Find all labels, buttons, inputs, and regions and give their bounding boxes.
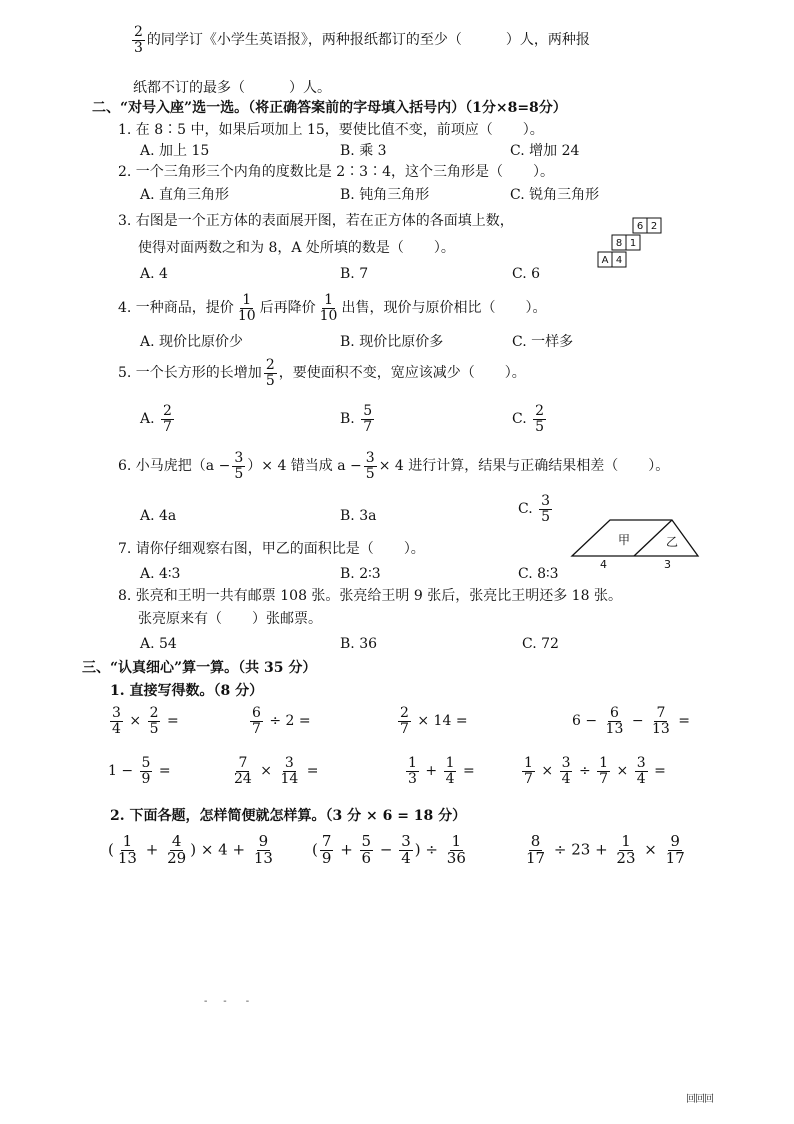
footer-mark: 回回回	[686, 1094, 713, 1105]
q3-option-c: C. 6	[512, 266, 541, 282]
q7-stem: 7. 请你仔细观察右图，甲乙的面积比是（ ）。	[118, 541, 425, 557]
q3-option-a: A. 4	[140, 266, 168, 282]
top-line-1: $\frac{2}{3}$ 的同学订《小学生英语报》，两种报纸都订的至少（ ）人，两种报	[134, 24, 590, 56]
length-label-4: 4	[600, 558, 607, 571]
q3-option-b: B. 7	[340, 266, 369, 282]
length-label-3: 3	[664, 558, 671, 571]
q8-option-a: A. 54	[140, 636, 177, 652]
q7-option-a: A. 4∶3	[140, 566, 181, 582]
calc-expr: ( $\frac{1}{13}$ + $\frac{4}{29}$ ) × 4 + $\frac{9}{13}$	[108, 832, 273, 867]
q6-option-a: A. 4a	[140, 508, 177, 524]
net-cell-6: 4	[615, 255, 623, 266]
q5-option-a: A. $\frac{2}{7}$	[140, 403, 172, 435]
net-cell-1: 6	[636, 221, 644, 232]
label-jia: 甲	[618, 533, 631, 547]
trapezoid-figure	[566, 500, 706, 572]
q2-option-c: C. 锐角三角形	[510, 187, 600, 203]
q6-stem: 6. 小马虎把（a − $\frac{3}{5}$ ）× 4 错当成 a − $\frac{3}{5}$ × 4 进行计算，结果与正确结果相差（ ）。	[118, 450, 670, 482]
q4-option-a: A. 现价比原价少	[140, 334, 244, 350]
calc-expr: $\frac{8}{17}$ ÷ 23 + $\frac{1}{23}$ × $\frac{9}{17}$	[526, 832, 685, 867]
q4-stem: 4. 一种商品，提价 $\frac{1}{10}$ 后再降价 $\frac{1}{10}$ 出售，现价与原价相比（ ）。	[118, 292, 547, 324]
q5-option-c: C. $\frac{2}{5}$	[512, 403, 545, 435]
q3-stem-2: 使得对面两数之和为 8，A 处所填的数是（ ）。	[138, 240, 455, 256]
calc-expr: $\frac{7}{24}$ × $\frac{3}{14}$ =	[234, 755, 319, 787]
q4-option-b: B. 现价比原价多	[340, 334, 444, 350]
calc-expr: $\frac{1}{7}$ × $\frac{3}{4}$ ÷ $\frac{1}{7}$ × $\frac{3}{4}$ =	[524, 755, 666, 787]
section-3-sub-2: 2. 下面各题，怎样简便就怎样算。（3 分 × 6 = 18 分）	[110, 808, 467, 824]
q8-option-b: B. 36	[340, 636, 378, 652]
section-3-header: 三、“认真细心”算一算。（共 35 分）	[82, 660, 317, 676]
q6-option-c: C. $\frac{3}{5}$	[518, 493, 551, 525]
calc-expr: 6 − $\frac{6}{13}$ − $\frac{7}{13}$ =	[572, 705, 691, 737]
cube-net-figure	[595, 216, 665, 270]
calc-expr: $\frac{3}{4}$ × $\frac{2}{5}$ =	[112, 705, 179, 737]
net-cell-3: 8	[615, 238, 623, 249]
q1-option-c: C. 增加 24	[510, 143, 580, 159]
net-cell-2: 2	[650, 221, 658, 232]
q8-stem-2: 张亮原来有（ ）张邮票。	[138, 611, 322, 627]
q1-option-a: A. 加上 15	[140, 143, 210, 159]
q7-option-c: C. 8∶3	[518, 566, 559, 582]
section-2-header: 二、“对号入座”选一选。（将正确答案前的字母填入括号内）（1分×8=8分）	[92, 100, 567, 116]
calc-expr: ( $\frac{7}{9}$ + $\frac{5}{6}$ − $\frac{3}{4}$ ) ÷ $\frac{1}{36}$	[312, 832, 466, 867]
q8-stem-1: 8. 张亮和王明一共有邮票 108 张。张亮给王明 9 张后，张亮比王明还多 18 张。	[118, 588, 622, 604]
calc-expr: $\frac{2}{7}$ × 14 =	[400, 705, 468, 737]
q5-option-b: B. $\frac{5}{7}$	[340, 403, 373, 435]
q1-stem: 1. 在 8∶5 中，如果后项加上 15，要使比值不变，前项应（ ）。	[118, 122, 544, 138]
calc-expr: 1 − $\frac{5}{9}$ =	[108, 755, 171, 787]
q4-option-c: C. 一样多	[512, 334, 574, 350]
q2-stem: 2. 一个三角形三个内角的度数比是 2∶3∶4，这个三角形是（ ）。	[118, 164, 554, 180]
net-cell-a: A	[601, 255, 609, 266]
q8-option-c: C. 72	[522, 636, 559, 652]
q5-stem: 5. 一个长方形的长增加 $\frac{2}{5}$ ，要使面积不变，宽应该减少（ ）。	[118, 357, 526, 389]
net-cell-4: 1	[629, 238, 637, 249]
label-yi: 乙	[666, 535, 679, 549]
q1-option-b: B. 乘 3	[340, 143, 387, 159]
q2-option-b: B. 钝角三角形	[340, 187, 430, 203]
calc-expr: $\frac{6}{7}$ ÷ 2 =	[252, 705, 311, 737]
q3-stem-1: 3. 右图是一个正方体的表面展开图，若在正方体的各面填上数，	[118, 213, 514, 229]
fraction: $\frac{2}{3}$	[134, 24, 143, 56]
top-line-2: 纸都不订的最多（ ）人。	[133, 80, 331, 96]
q7-option-b: B. 2∶3	[340, 566, 381, 582]
stray-marks: - - -	[204, 996, 250, 1007]
section-3-sub-1: 1. 直接写得数。（8 分）	[110, 683, 264, 699]
q2-option-a: A. 直角三角形	[140, 187, 230, 203]
q6-option-b: B. 3a	[340, 508, 377, 524]
calc-expr: $\frac{1}{3}$ + $\frac{1}{4}$ =	[408, 755, 475, 787]
